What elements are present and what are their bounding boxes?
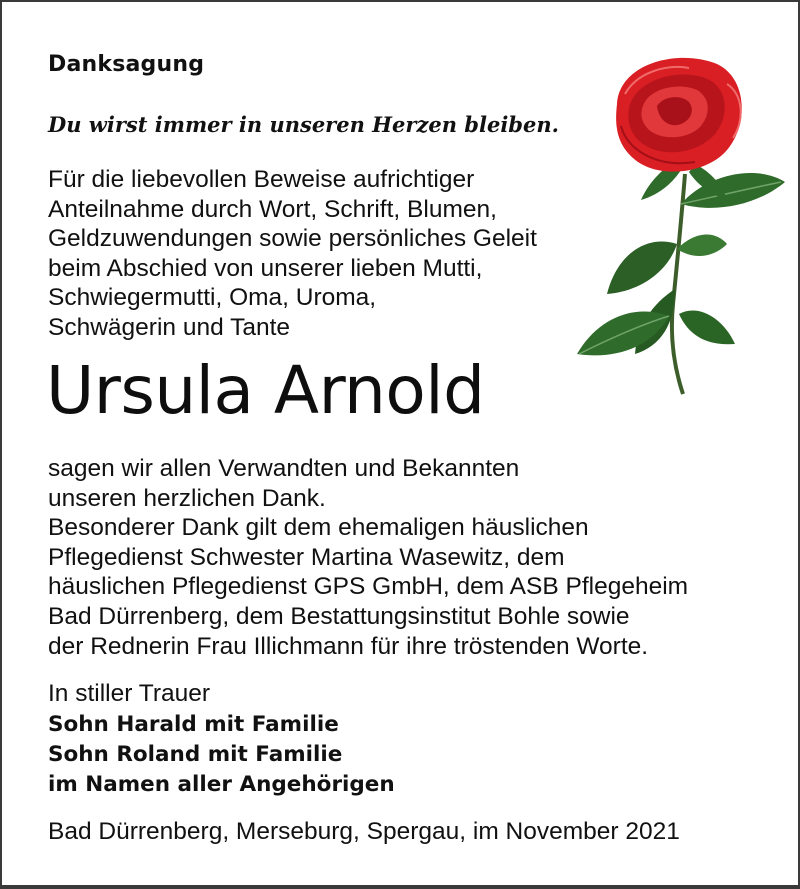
intro-paragraph — [48, 165, 537, 342]
body-line: Bad Dürrenberg, dem Bestattungsinstitut Bohle sowie — [48, 602, 630, 630]
body-line: Besonderer Dank gilt dem ehemaligen häuslichen — [48, 514, 589, 542]
family-signature — [48, 710, 395, 800]
deceased-name: Ursula Arnold — [46, 352, 485, 429]
mourning-label: In stiller Trauer — [48, 680, 211, 707]
intro-line: Für die liebevollen Beweise aufrichtiger — [48, 166, 475, 193]
place-date: Bad Dürrenberg, Merseburg, Spergau, im November 2021 — [48, 818, 680, 845]
family-line: im Namen aller Angehörigen — [48, 772, 395, 797]
intro-line: beim Abschied von unserer lieben Mutti, — [48, 254, 483, 282]
body-line: der Rednerin Frau Illichmann für ihre tröstenden Worte. — [48, 632, 649, 660]
body-line: häuslichen Pflegedienst GPS GmbH, dem ASB Pflegeheim — [48, 573, 689, 601]
notice-motto: Du wirst immer in unseren Herzen bleiben. — [48, 112, 559, 137]
thanks-paragraph — [48, 454, 688, 661]
family-line: Sohn Roland mit Familie — [48, 742, 343, 767]
notice-heading: Danksagung — [48, 52, 205, 77]
body-line: Pflegedienst Schwester Martina Wasewitz, dem — [48, 543, 565, 571]
rose-icon — [577, 54, 792, 404]
body-line: unseren herzlichen Dank. — [48, 484, 326, 512]
intro-line: Geldzuwendungen sowie persönliches Geleit — [48, 225, 537, 252]
intro-line: Schwiegermutti, Oma, Uroma, — [48, 284, 377, 311]
family-line: Sohn Harald mit Familie — [48, 712, 339, 737]
intro-line: Schwägerin und Tante — [48, 313, 290, 341]
body-line: sagen wir allen Verwandten und Bekannten — [48, 455, 520, 482]
intro-line: Anteilnahme durch Wort, Schrift, Blumen, — [48, 195, 497, 223]
